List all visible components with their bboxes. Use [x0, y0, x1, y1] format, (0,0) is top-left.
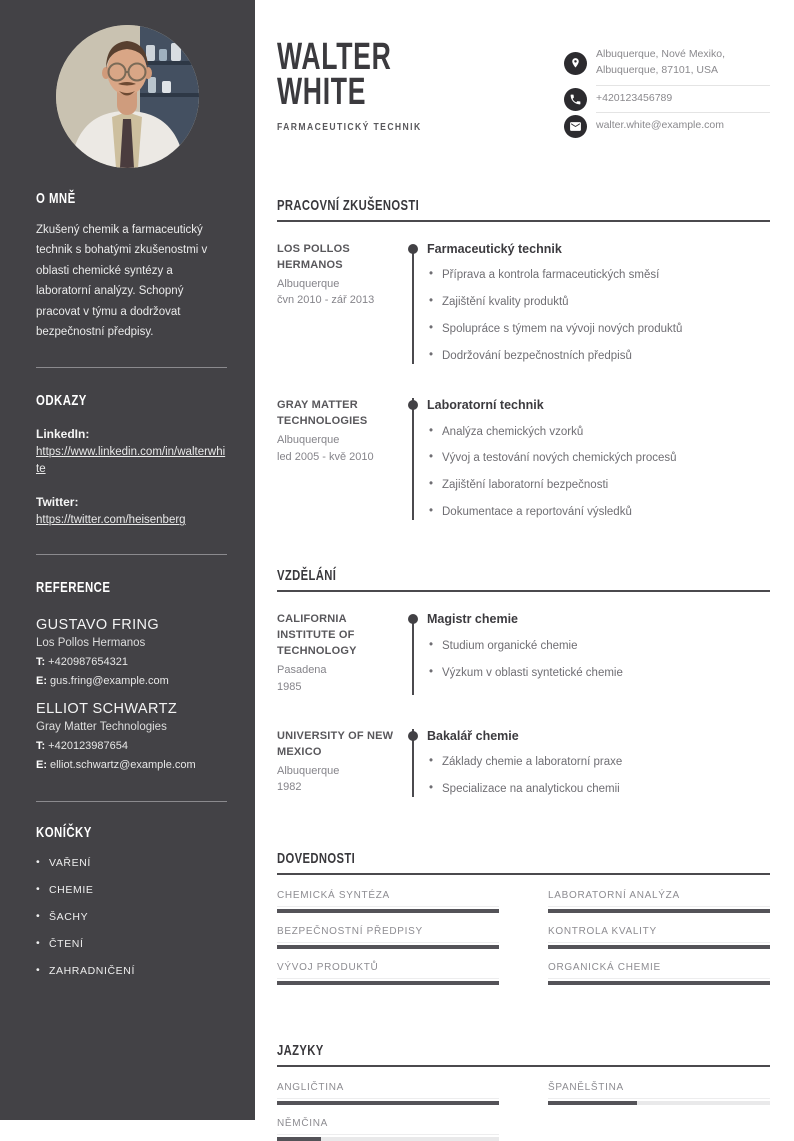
role-title: Laboratorní technik — [427, 398, 544, 413]
location-line2: Albuquerque, 87101, USA — [596, 63, 719, 76]
reference-company: Gray Matter Technologies — [36, 720, 167, 733]
skill-bar-fill — [548, 909, 770, 913]
bar-hairline — [277, 906, 499, 907]
timeline-gutter — [401, 398, 427, 520]
sidebar-divider — [36, 801, 227, 802]
hobby-item: • ZAHRADNIČENÍ — [36, 965, 227, 977]
experience-section-header — [277, 197, 770, 222]
twitter-label: Twitter: — [36, 495, 79, 510]
twitter-link[interactable]: https://twitter.com/heisenberg — [36, 514, 186, 527]
language-bar — [277, 1137, 499, 1141]
bullet-item: • Spolupráce s týmem na vývoji nových produktů — [427, 322, 770, 337]
timeline-gutter — [401, 729, 427, 797]
skill-label: VÝVOJ PRODUKTŮ — [277, 962, 379, 974]
skill-label: KONTROLA KVALITY — [548, 926, 657, 938]
skill-bar-fill — [548, 981, 770, 985]
links-title: ODKAZY — [36, 391, 87, 409]
skill-item — [548, 890, 770, 913]
bullet-item: • Zajištění laboratorní bezpečnosti — [427, 478, 770, 493]
bullet-item: • Analýza chemických vzorků — [427, 425, 770, 440]
email-value: elliot.schwartz@example.com — [50, 758, 196, 771]
bar-hairline — [277, 978, 499, 979]
first-name: WALTER — [277, 36, 392, 78]
education-meta — [277, 612, 401, 695]
education-detail — [427, 612, 770, 695]
school-location: Pasadena — [277, 664, 327, 677]
language-label: ŠPANĚLŠTINA — [548, 1082, 624, 1094]
language-bar-fill — [277, 1137, 321, 1141]
contact-block — [564, 42, 770, 140]
main-content — [255, 0, 794, 1130]
experience-title: PRACOVNÍ ZKUŠENOSTI — [277, 197, 420, 214]
school-name: CALIFORNIA INSTITUTE OF TECHNOLOGY — [277, 613, 357, 658]
reference-phone — [36, 740, 227, 752]
education-title: VZDĚLÁNÍ — [277, 567, 337, 585]
skill-label: CHEMICKÁ SYNTÉZA — [277, 890, 390, 902]
email-value: gus.fring@example.com — [50, 674, 169, 687]
skill-bar-fill — [548, 945, 770, 949]
company-name: LOS POLLOS HERMANOS — [277, 243, 350, 271]
skill-item — [277, 890, 499, 913]
contact-email: walter.white@example.com — [596, 119, 724, 132]
email-label: E: — [36, 758, 47, 771]
skill-bar — [548, 909, 770, 913]
bullet-item: • Základy chemie a laboratorní praxe — [427, 755, 770, 770]
school-dates: 1982 — [277, 781, 302, 794]
bullet-item: • Vývoj a testování nových chemických procesů — [427, 451, 770, 466]
hobby-item: • ČTENÍ — [36, 938, 227, 950]
skill-bar-fill — [277, 981, 499, 985]
bullet-item: • Studium organické chemie — [427, 639, 770, 654]
references-title: REFERENCE — [36, 578, 111, 596]
skill-bar — [277, 909, 499, 913]
languages-title: JAZYKY — [277, 1042, 324, 1060]
company-dates: led 2005 - kvě 2010 — [277, 450, 374, 463]
sidebar-divider — [36, 554, 227, 555]
timeline-dot — [408, 400, 418, 410]
language-item — [277, 1118, 499, 1141]
language-bar — [548, 1101, 770, 1105]
bar-hairline — [548, 906, 770, 907]
language-label: NĚMČINA — [277, 1118, 329, 1130]
skill-bar — [548, 981, 770, 985]
reference-phone — [36, 656, 227, 668]
skill-item — [277, 926, 499, 949]
reference-item — [36, 617, 227, 687]
linkedin-link[interactable]: https://www.linkedin.com/in/walterwhite — [36, 445, 226, 476]
email-label: E: — [36, 674, 47, 687]
skill-item — [548, 962, 770, 985]
language-bar-fill — [277, 1101, 499, 1105]
language-item — [277, 1082, 499, 1105]
degree-title: Magistr chemie — [427, 612, 519, 627]
sidebar — [0, 0, 255, 1120]
about-title: O MNĚ — [36, 190, 76, 207]
bullet-item: • Výzkum v oblasti syntetické chemie — [427, 666, 770, 681]
profile-photo-illustration — [56, 25, 199, 168]
skills-section-header — [277, 850, 770, 875]
hobby-item: • ŠACHY — [36, 911, 227, 923]
education-item — [277, 612, 770, 729]
bullet-item: • Příprava a kontrola farmaceutických směsí — [427, 268, 770, 283]
about-section — [0, 190, 255, 343]
email-icon — [564, 115, 587, 138]
language-label: ANGLIČTINA — [277, 1082, 345, 1094]
experience-detail — [427, 242, 770, 364]
contact-row-phone — [564, 86, 770, 114]
header — [277, 36, 770, 140]
experience-timeline — [277, 242, 770, 520]
skill-bar — [277, 945, 499, 949]
skill-bar-fill — [277, 909, 499, 913]
skill-bar — [548, 945, 770, 949]
experience-item — [277, 398, 770, 520]
education-meta — [277, 729, 401, 797]
contact-row-location — [564, 42, 770, 86]
job-title: FARMACEUTICKÝ TECHNIK — [277, 121, 422, 133]
school-name: UNIVERSITY OF NEW MEXICO — [277, 730, 394, 758]
profile-photo — [56, 25, 199, 168]
timeline-dot — [408, 244, 418, 254]
experience-detail — [427, 398, 770, 520]
education-section-header — [277, 567, 770, 592]
skill-label: ORGANICKÁ CHEMIE — [548, 962, 661, 974]
company-location: Albuquerque — [277, 434, 340, 446]
contact-location — [596, 42, 770, 86]
company-dates: čvn 2010 - zář 2013 — [277, 294, 375, 307]
location-icon — [564, 52, 587, 75]
skill-bar-fill — [277, 945, 499, 949]
reference-company: Los Pollos Hermanos — [36, 636, 146, 649]
phone-label: T: — [36, 655, 46, 668]
phone-label: T: — [36, 739, 46, 752]
last-name: WHITE — [277, 71, 367, 113]
hobby-item: • VAŘENÍ — [36, 857, 227, 869]
timeline-dot — [408, 614, 418, 624]
hobbies-title: KONÍČKY — [36, 823, 92, 841]
skills-grid — [277, 890, 770, 985]
links-section — [0, 392, 255, 530]
reference-name: ELLIOT SCHWARTZ — [36, 700, 178, 717]
skill-item — [277, 962, 499, 985]
location-line1: Albuquerque, Nové Mexiko, — [596, 48, 725, 60]
hobbies-section — [0, 824, 255, 977]
reference-name: GUSTAVO FRING — [36, 616, 160, 633]
bar-hairline — [548, 1098, 770, 1099]
company-name: GRAY MATTER TECHNOLOGIES — [277, 399, 368, 428]
language-bar-fill — [548, 1101, 637, 1105]
reference-email — [36, 675, 227, 687]
bullet-item: • Zajištění kvality produktů — [427, 295, 770, 310]
contact-phone: +420123456789 — [596, 86, 770, 114]
phone-icon — [564, 88, 587, 111]
skill-label: LABORATORNÍ ANALÝZA — [548, 890, 680, 902]
timeline-gutter — [401, 612, 427, 695]
hobbies-list — [36, 857, 227, 977]
languages-section-header — [277, 1042, 770, 1067]
references-section — [0, 579, 255, 771]
school-dates: 1985 — [277, 680, 302, 693]
reference-email — [36, 759, 227, 771]
bullet-item: • Dokumentace a reportování výsledků — [427, 505, 770, 520]
bar-hairline — [548, 978, 770, 979]
bullet-item: • Dodržování bezpečnostních předpisů — [427, 349, 770, 364]
linkedin-label: LinkedIn: — [36, 426, 90, 441]
languages-grid — [277, 1082, 770, 1141]
name-block — [277, 36, 453, 135]
phone-value: +420123987654 — [48, 739, 129, 752]
phone-value: +420987654321 — [48, 655, 129, 668]
reference-item — [36, 701, 227, 771]
role-bullets — [427, 425, 770, 521]
skills-title: DOVEDNOSTI — [277, 850, 356, 868]
timeline-gutter — [401, 242, 427, 364]
bullet-item: • Specializace na analytickou chemii — [427, 782, 770, 797]
role-title: Farmaceutický technik — [427, 242, 562, 256]
education-item — [277, 729, 770, 797]
degree-bullets — [427, 755, 770, 797]
language-bar — [277, 1101, 499, 1105]
degree-bullets — [427, 639, 770, 681]
skill-label: BEZPEČNOSTNÍ PŘEDPISY — [277, 926, 423, 938]
school-location: Albuquerque — [277, 764, 340, 777]
skill-item — [548, 926, 770, 949]
page-title — [277, 36, 453, 113]
experience-meta — [277, 242, 401, 364]
education-detail — [427, 729, 770, 797]
company-location: Albuquerque — [277, 277, 340, 290]
bar-hairline — [277, 942, 499, 943]
bar-hairline — [277, 1134, 499, 1135]
degree-title: Bakalář chemie — [427, 729, 519, 744]
language-item — [548, 1082, 770, 1105]
hobby-item: • CHEMIE — [36, 884, 227, 896]
bar-hairline — [277, 1098, 499, 1099]
timeline-dot — [408, 731, 418, 741]
bar-hairline — [548, 942, 770, 943]
about-text: Zkušený chemik a farmaceutický technik s bohatými zkušenostmi v oblasti chemické syntézy a laboratorní analýzy. Schopný pracovat v týmu a dodržovat bezpečnostní předpisy. — [36, 224, 208, 339]
role-bullets — [427, 268, 770, 364]
experience-meta — [277, 398, 401, 520]
skill-bar — [277, 981, 499, 985]
sidebar-divider — [36, 367, 227, 368]
experience-item — [277, 242, 770, 398]
education-timeline — [277, 612, 770, 797]
contact-row-email — [564, 113, 770, 140]
